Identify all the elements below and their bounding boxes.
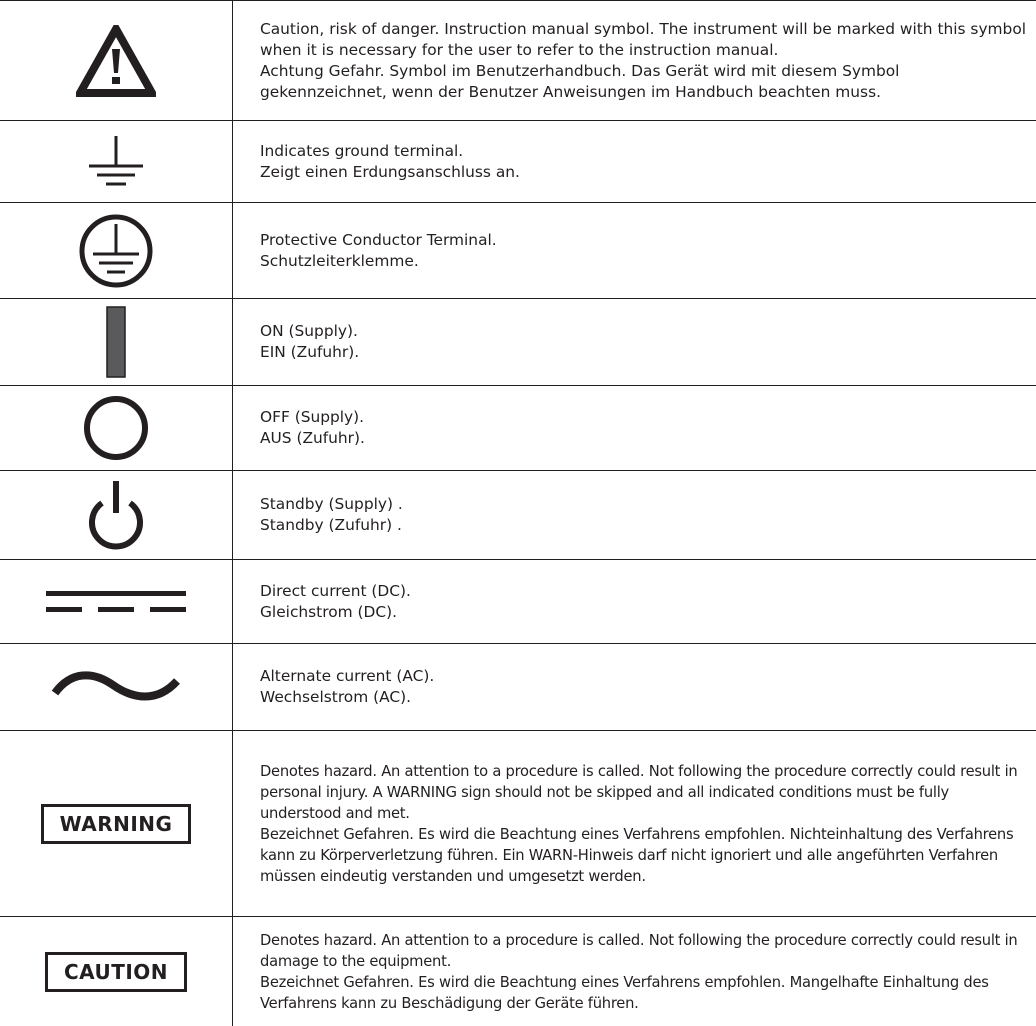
- description-cell: [260, 560, 1028, 643]
- symbol-cell: [0, 203, 233, 298]
- description-german: AUS (Zufuhr).: [260, 429, 365, 447]
- symbol-row-ac: [0, 644, 1036, 731]
- symbol-row-dc: [0, 560, 1036, 644]
- symbol-cell: [0, 1, 233, 120]
- symbol-row-off: [0, 386, 1036, 471]
- direct-current-icon: [46, 590, 186, 614]
- description-english: Denotes hazard. An attention to a procedure is called. Not following the procedure correctly could result in personal injury. A WARNING sign should not be skipped and all indicated conditions must be fully understood and met.: [260, 762, 1018, 822]
- symbol-row-standby: [0, 471, 1036, 560]
- warning-label: WARNING: [41, 804, 192, 844]
- description-english: Direct current (DC).: [260, 581, 411, 600]
- symbol-row-warning: [0, 731, 1036, 917]
- description-english: Alternate current (AC).: [260, 667, 435, 685]
- description-cell: [260, 203, 1028, 298]
- description-cell: [260, 121, 1028, 202]
- description-cell: [260, 644, 1028, 730]
- standby-icon: [84, 479, 148, 551]
- symbol-cell: [0, 386, 233, 470]
- symbol-row-ground: [0, 121, 1036, 203]
- description-english: Protective Conductor Terminal.: [260, 230, 497, 249]
- description-english: Indicates ground terminal.: [260, 141, 464, 160]
- symbol-row-protective-conductor: [0, 203, 1036, 299]
- description-german: Gleichstrom (DC).: [260, 602, 398, 621]
- symbol-row-caution: [0, 0, 1036, 121]
- power-on-icon: [106, 306, 126, 378]
- symbol-cell: [0, 299, 233, 385]
- description-german: Standby (Zufuhr) .: [260, 516, 402, 534]
- description-english: Caution, risk of danger. Instruction manual symbol. The instrument will be marked with this symbol when it is necessary for the user to refer to the instruction manual.: [260, 19, 1027, 59]
- description-cell: [260, 731, 1028, 916]
- caution-triangle-icon: [76, 25, 156, 97]
- description-cell: [260, 471, 1028, 559]
- symbol-row-on: [0, 299, 1036, 386]
- description-cell: [260, 299, 1028, 385]
- description-english: OFF (Supply).: [260, 408, 365, 426]
- description-german: Schutzleiterklemme.: [260, 251, 419, 270]
- ground-terminal-icon: [81, 132, 151, 192]
- description-cell: [260, 917, 1028, 1026]
- symbol-cell: [0, 471, 233, 559]
- description-cell: [260, 1, 1028, 120]
- symbol-cell: [0, 917, 233, 1026]
- description-german: Zeigt einen Erdungsanschluss an.: [260, 162, 520, 181]
- symbol-cell: [0, 731, 233, 916]
- description-german: Bezeichnet Gefahren. Es wird die Beachtung eines Verfahrens empfohlen. Nichteinhaltung des Verfahrens kann zu Körperverletzung führen. Ein WARN-Hinweis darf nicht ignoriert und alle angeführten Verfahren müssen eindeutig verstanden und umgesetzt werden.: [260, 825, 1014, 885]
- description-german: Achtung Gefahr. Symbol im Benutzerhandbuch. Das Gerät wird mit diesem Symbol gekennzeichnet, wenn der Benutzer Anweisungen im Handbuch beachten muss.: [260, 61, 900, 101]
- symbol-cell: [0, 644, 233, 730]
- protective-conductor-terminal-icon: [77, 212, 155, 290]
- symbol-row-caution-label: [0, 917, 1036, 1026]
- description-english: Denotes hazard. An attention to a procedure is called. Not following the procedure correctly could result in damage to the equipment.: [260, 931, 1018, 970]
- description-german: Bezeichnet Gefahren. Es wird die Beachtung eines Verfahrens empfohlen. Mangelhafte Einhaltung des Verfahrens kann zu Beschädigung der Geräte führen.: [260, 973, 989, 1012]
- description-english: Standby (Supply) .: [260, 495, 403, 513]
- symbol-cell: [0, 121, 233, 202]
- symbol-cell: [0, 560, 233, 643]
- power-off-icon: [82, 394, 150, 462]
- alternating-current-icon: [51, 667, 181, 707]
- description-cell: [260, 386, 1028, 470]
- description-german: Wechselstrom (AC).: [260, 688, 412, 706]
- description-german: EIN (Zufuhr).: [260, 343, 360, 361]
- caution-label: CAUTION: [45, 952, 187, 992]
- description-english: ON (Supply).: [260, 322, 358, 340]
